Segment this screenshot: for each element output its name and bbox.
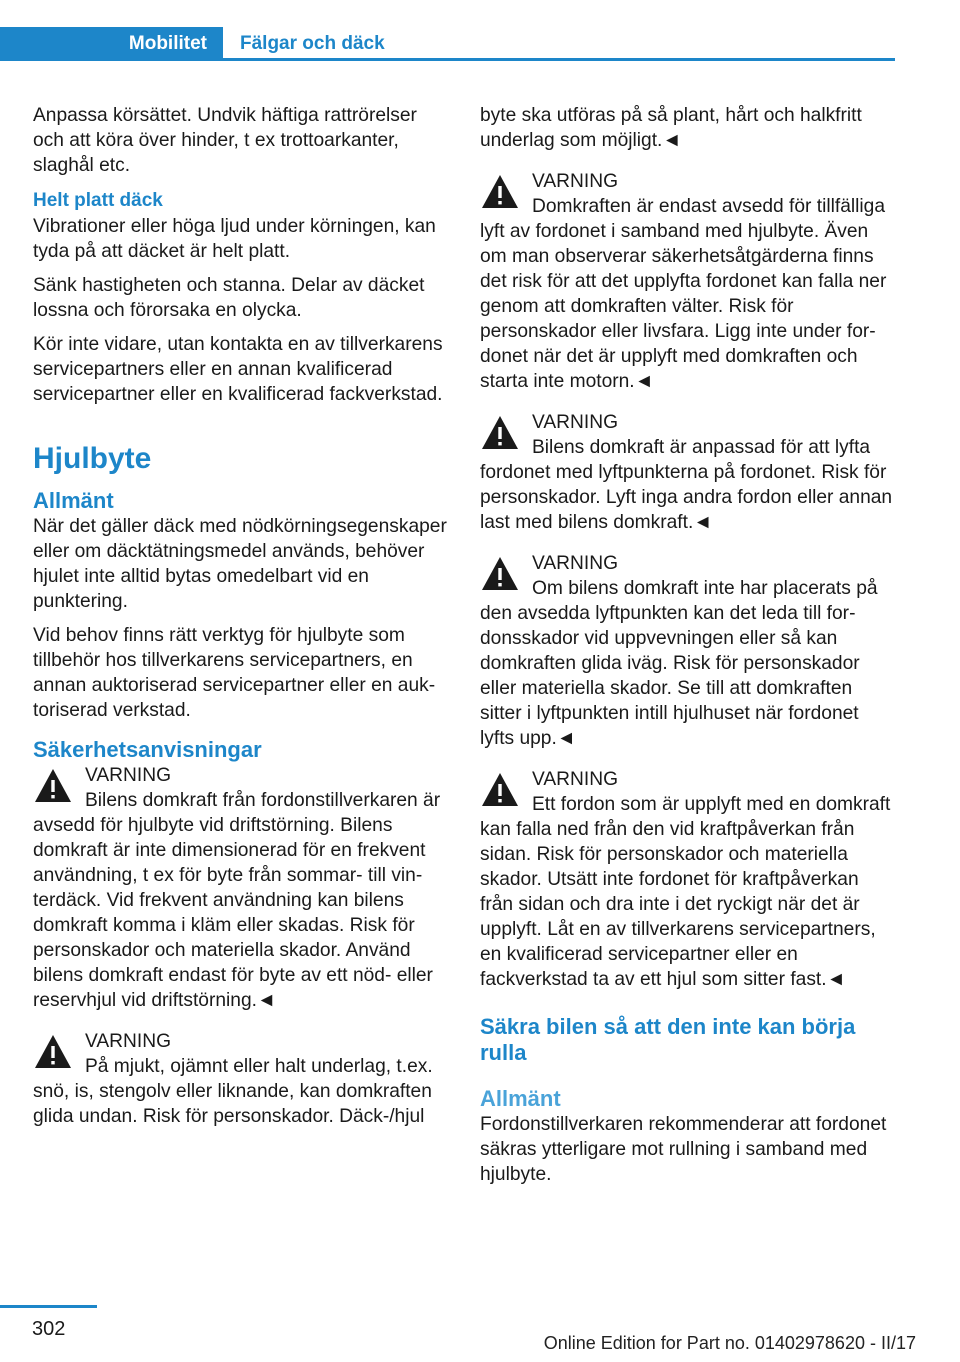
warning-triangle-icon [480,554,520,594]
warning-text: Ett fordon som är upplyft med en domkraft kan falla ned från den vid kraftpåverkan från sidan. Risk för personskador och materiella skador. Utsätt inte fordonet för kraftpåverkan från sidan och dra inte i det ryckigt när det är upplyft. Låt en av tillverkarens servicepartners, en kvalificerad servicepartner eller en fackverkstad ta av ett hjul som sitter fast.◄ [480,794,891,990]
general-paragraph-2: Vid behov finns rätt verktyg för hjulbyte som tillbehör hos tillverkarens servicepartners, en annan auktoriserad servicepartner eller en auktoriserad verkstad. [33,625,436,721]
warning-block-3 [480,169,895,394]
warning-title: VARNING [532,553,618,574]
secure-general-heading: Allmänt [480,1086,561,1111]
warning-block-5 [480,551,895,751]
left-column [33,103,449,1145]
header-rule [223,58,895,61]
warning-text: Bilens domkraft från fordonstillverkaren är avsedd för hjulbyte vid driftstörning. Bilens domkraft är inte dimensionerad för en frekvent användning, t ex för byte från sommar- till vinterdäck. Vid frekvent användning kan bilens domkraft komma i kläm eller skadas. Risk för personskador och materiella skador. Använd bilens domkraft endast för byte av ett nöd- eller reservhjul vid driftstörning.◄ [33,790,441,1011]
safety-heading: Säkerhetsanvisningar [33,737,262,762]
secure-vehicle-heading: Säkra bilen så att den inte kan börja rulla [480,1014,856,1065]
footer-edition: Online Edition for Part no. 01402978620 - II/17 [543,1333,916,1353]
intro-paragraph: Anpassa körsättet. Undvik häftiga rattrörelser och att köra över hinder, t ex trottoarkanter, slaghål etc. [33,105,417,176]
warning-text: Om bilens domkraft inte har placerats på den avsedda lyftpunkten kan det leda till fordonsskador vid uppvevningen eller så kan domkraften glida iväg. Risk för personskador eller materiella skador. Se till att domkraften sitter i lyftpunkten intill hjulhuset när fordonet lyfts upp.◄ [480,578,878,749]
flat-tire-paragraph-1: Vibrationer eller höga ljud under körningen, kan tyda på att däcket är helt platt. [33,216,436,262]
warning-triangle-icon [33,1032,73,1072]
warning-text: Bilens domkraft är anpassad för att lyfta fordonet med lyftpunkterna på fordonet. Risk för personskador. Lyft inga andra fordon eller annan last med bilens domkraft.◄ [480,437,893,533]
warning-title: VARNING [532,769,618,790]
flat-tire-paragraph-2: Sänk hastigheten och stanna. Delar av däcket lossna och förorsaka en olycka. [33,275,425,321]
warning-triangle-icon [480,172,520,212]
flat-tire-heading: Helt platt däck [33,190,163,211]
footer-rule [0,1305,97,1308]
warning-text: På mjukt, ojämnt eller halt underlag, t.ex. snö, is, stengolv eller liknande, kan domkraften glida undan. Risk för personskador. Däck-/hjul [33,1056,433,1127]
warning-block-2 [33,1029,449,1129]
tab-falgar-och-dack: Fälgar och däck [240,33,385,54]
warning-title: VARNING [85,765,171,786]
flat-tire-paragraph-3: Kör inte vidare, utan kontakta en av tillverkarens servicepartners eller en annan kvalificerad servicepartner eller en kvalificerad fackverkstad. [33,334,443,405]
continuation-paragraph: byte ska utföras på så plant, hårt och halkfritt underlag som möjligt.◄ [480,105,862,151]
general-paragraph-1: När det gäller däck med nödkörningsegenskaper eller om däcktätningsmedel används, behöver hjulet inte alltid bytas omedelbart vid en punktering. [33,516,447,612]
warning-triangle-icon [480,413,520,453]
header-tabs [0,27,895,61]
tab-mobilitet: Mobilitet [0,27,223,61]
warning-title: VARNING [532,412,618,433]
warning-title: VARNING [532,171,618,192]
general-heading: Allmänt [33,488,114,513]
secure-paragraph-1: Fordonstillverkaren rekommenderar att fordonet säkras ytterligare mot rullning i samband med hjulbyte. [480,1114,887,1185]
warning-triangle-icon [480,770,520,810]
warning-block-1 [33,763,449,1013]
warning-triangle-icon [33,766,73,806]
warning-block-4 [480,410,895,535]
warning-block-6 [480,767,895,992]
right-column [480,103,895,1196]
warning-text: Domkraften är endast avsedd för tillfälliga lyft av fordonet i samband med hjulbyte. Även om man observerar säkerhetsåtgärderna finns det risk för att det upplyfta fordonet kan falla ner genom att domkraften välter. Risk för personskador eller livsfara. Ligg inte under fordonet när det är upplyft med domkraften och starta inte motorn.◄ [480,196,887,392]
section-heading-hjulbyte: Hjulbyte [33,442,152,475]
warning-title: VARNING [85,1031,171,1052]
page-number: 302 [32,1318,66,1340]
